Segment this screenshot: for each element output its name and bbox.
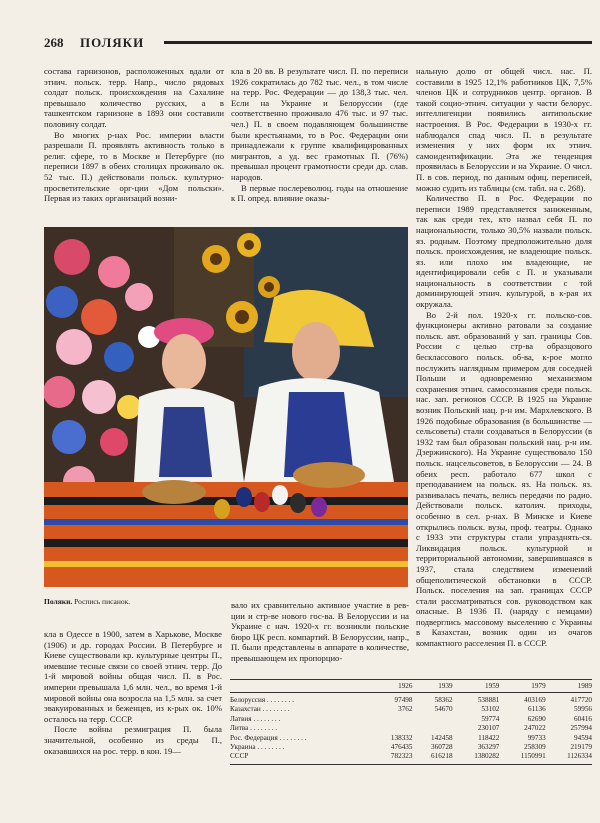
table-cell: 60416 — [574, 714, 592, 723]
table-row — [230, 743, 592, 752]
population-table — [230, 679, 592, 773]
paragraph: состава гарнизонов, расположенных вдали от этнич. польск. терр. Напр., число рядовых солдат польск. происхождения на Сахалине превышало количество русских, а в ташкентском гарнизоне в 1893 они составили половину солдат. — [44, 66, 224, 129]
table-cell: 616218 — [412, 752, 452, 764]
page-header — [44, 35, 592, 51]
table-cell: 360728 — [431, 743, 453, 752]
table-cell: 417720 — [570, 696, 592, 704]
paragraph: Во многих р-нах Рос. империи власти разрешали П. проявлять активность только в религ. сфере, то в Москве и Петербурге (по переписи 1897 в обеих столицах проживало ок. 52 тыс. П.) действовали польск. культурно-просветительские орг-ции «Дом польски». Первая из таких организаций возни- — [44, 129, 224, 204]
paragraph: Количество П. в Рос. Федерации по переписи 1989 представляется заниженным, так как среди тех, кто назвал себя П. по национальности, только 30,5% назвали польск. яз. родным. Поэтому предположительно доля польск. происхождения, не владеющие польск. яз. или плохо им владеющие, не идентифицировали себя с П. и указывали национальность в соответствии с той доминирующей этнич. культурой, в к-рая их окружала. — [416, 193, 592, 310]
table-cell — [372, 715, 412, 724]
table-cell: 54670 — [434, 705, 453, 714]
table-cell: 476435 — [390, 743, 413, 752]
column-2-bottom — [231, 600, 409, 676]
paragraph: В первые послереволюц. годы на отношение к П. опред. влияние оказы- — [231, 182, 408, 204]
table-cell: 219179 — [570, 743, 592, 752]
table-header-cell: 1939 — [412, 680, 452, 693]
table-cell: 138332 — [390, 733, 413, 742]
table-cell: 142458 — [431, 733, 453, 742]
table-cell: 3762 — [398, 705, 413, 714]
table-header-cell — [230, 680, 372, 693]
table-cell: Белоруссия . . . . . . . . — [230, 696, 294, 704]
table-cell: 403169 — [524, 696, 546, 704]
table-row — [230, 693, 592, 706]
table-cell: 247022 — [524, 724, 546, 733]
table-row — [230, 752, 592, 764]
table-cell: 62690 — [527, 714, 546, 723]
table-cell: 1126334 — [546, 752, 592, 764]
table-cell: 258309 — [524, 743, 546, 752]
table-cell: Украина . . . . . . . . — [230, 743, 285, 752]
table-header-cell: 1959 — [453, 680, 500, 693]
running-title: ПОЛЯКИ — [80, 35, 145, 50]
header-rule — [164, 41, 592, 44]
table-cell: 257994 — [570, 724, 592, 733]
table-cell — [412, 715, 452, 724]
column-3 — [416, 66, 592, 674]
photo-caption — [44, 597, 234, 606]
table-cell: 363297 — [477, 743, 500, 752]
table-cell: 58362 — [434, 696, 453, 704]
table-row — [230, 734, 592, 743]
caption-text: Роспись писанок. — [72, 597, 131, 606]
table-cell: 1150991 — [499, 752, 545, 764]
table-cell: Рос. Федерация . . . . . . . . — [230, 733, 307, 742]
photo-illustration — [44, 227, 408, 587]
column-2-top — [231, 66, 408, 222]
paragraph: вало их сравнительно активное участие в рев-ции и стр-ве нового гос-ва. В Белоруссии и на Украине с нач. 1920-х гг. возникли польские бюро ЦК респ. компартий. В Белоруссии, напр., П. были представлены в аппарате в количестве, превышающем их пропорцио- — [231, 600, 409, 663]
table-cell: 782323 — [372, 752, 412, 764]
page-number: 268 — [44, 35, 64, 50]
table-cell: 59956 — [574, 705, 592, 714]
photo-painting-easter-eggs — [44, 227, 408, 587]
table-header-row — [230, 680, 592, 693]
table-header-cell: 1979 — [499, 680, 545, 693]
table-row — [230, 724, 592, 733]
table-cell — [372, 724, 412, 733]
column-1-bottom — [44, 629, 222, 777]
table-row — [230, 705, 592, 714]
table-cell: Латвия . . . . . . . . — [230, 714, 281, 723]
paragraph: кла в 20 вв. В результате числ. П. по переписи 1926 сократилась до 782 тыс. чел., в том числе на терр. Рос. Федерации — до 138,3 тыс. чел. Если на Украине и Белоруссии (где соответственно проживало 476 тыс. и 97 тыс. чел.) П. в своем подавляющем большинстве были крестьянами, то в Рос. Федерации они принадлежали к группе квалифицированных мигрантов, а уд. вес грамотных П. (76%) превышал процент грамотности среди др. слав. народов. — [231, 66, 408, 182]
table-cell: Литва . . . . . . . . — [230, 724, 278, 733]
paragraph: После войны резмиграция П. была значительной, особенно из среды П., оказавшихся на рос. терр. в кон. 19— — [44, 724, 222, 756]
column-1-top — [44, 66, 224, 222]
table-cell: 99733 — [527, 733, 546, 742]
table-cell: 118422 — [478, 733, 500, 742]
table-cell: 1380282 — [453, 752, 500, 764]
table-cell: 538881 — [477, 696, 500, 704]
table-header-cell: 1926 — [372, 680, 412, 693]
table-cell: 59774 — [481, 714, 500, 723]
table-cell: 97498 — [394, 696, 413, 704]
table-cell — [412, 724, 452, 733]
table-cell: Казахстан . . . . . . . . — [230, 705, 290, 714]
caption-bold: Поляки. — [44, 597, 73, 606]
paragraph: кла в Одессе в 1900, затем в Харькове, Москве (1906) и др. городах России. В Петербурге и Киеве существовали кр. культурные центры П., имевшие тесные связи со своей этнич. терр. До 1-й мировой войны общая числ. П. в Рос. империи превышала 1,6 млн. чел., во время 1-й мировой войны она возросла на 1,5 млн. за счет эвакуированных и беженцев, из к-рых ок. 10% осталось на терр. СССР. — [44, 629, 222, 724]
table-row — [230, 715, 592, 724]
data-table — [230, 679, 592, 765]
table-cell: СССР — [230, 752, 372, 764]
table-cell: 61136 — [527, 705, 546, 714]
paragraph: нальную долю от общей числ. нас. П. составили в 1925 12,1% работников ЦК, 7,5% членов ЦК и сотрудников центр. органов. В такой социо-этнич. ситуации у части белорус. интеллигенции появились антипольские настроения. В Рос. Федерации в 1930-х гг. наблюдался спад числ. П. в результате изменения у них форм их этнич. самоидентификации. Эта же тенденция проявилась в Белоруссии и на Украине. О числ. П. в сов. период, по данным офиц. переписей, можно судить из таблицы (см. табл. на с. 268). — [416, 66, 592, 193]
table-cell: 94594 — [574, 733, 592, 742]
table-cell: 230107 — [477, 724, 500, 733]
table-cell: 53102 — [481, 705, 500, 714]
table-header-cell: 1989 — [546, 680, 592, 693]
paragraph: Во 2-й пол. 1920-х гг. польско-сов. функционеры активно ратовали за создание польск. авт. образований у зап. границы Сов. России с целью стр-ва образцового бесклассового польск. об-ва, к-рое могло послужить наглядным примером для соседней Польши и одновременно механизмом сохранения этнич. самосознания среди польск. нас. зап. регионов СССР. В 1925 на Украине возник Польский нац. р-н им. Мархлевского. В 1926 подобные образования (в большинстве — сельсоветы) стали создаваться в Белоруссии (в 1932 там был образован польский нац. р-н им. Дзержинского). На Украине существовало 150 польск. нацсельсоветов, в Белоруссии — 24. В обеих респ. работало 677 школ с преподаванием на польск. яз. На польск. яз. развивалась печать, велись передачи по радио. Действовали польск. католич. приходы, особенно в сел. р-нах. В Минске и Киеве открылись польск. вузы, проф. театры. Однако с 1933 эти структуры стали упразднять-ся. Ликвидация польск. культурной и территориальной автономии, завершившаяся в 1937, стала следствием изменений общеполитической обстановки в СССР. Польск. поселения на зап. границах СССР стали рассматриваться сов. руководством как опасные. В 1936 П. (наряду с немцами) подверглись массовому выселению с Украины в Казахстан, возник один из очагов компактного расселения П. в СССР. — [416, 309, 592, 649]
